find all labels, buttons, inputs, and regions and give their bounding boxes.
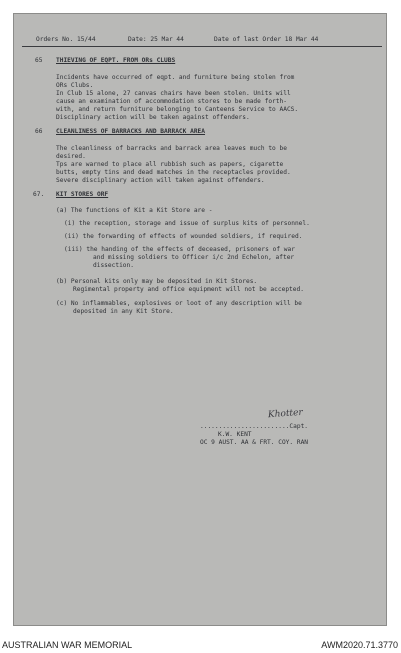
item-67-sub-c: (c) No inflammables, explosives or loot of any description will be bbox=[56, 300, 302, 307]
item-67-number: 67. bbox=[33, 191, 45, 198]
item-67-sub-a-iii-cont: and missing soldiers to Officer i/c 2nd Echelon, after bbox=[93, 254, 295, 261]
signature-line: ........................Capt. bbox=[200, 423, 309, 430]
item-66-number: 66 bbox=[35, 128, 43, 135]
item-67-sub-a-ii: (ii) the forwarding of effects of wounded soldiers, if required. bbox=[64, 233, 303, 240]
footer-institution: AUSTRALIAN WAR MEMORIAL bbox=[2, 640, 133, 650]
item-67-sub-c-cont: deposited in any Kit Store. bbox=[73, 308, 174, 315]
item-66-line: Tps are warned to place all rubbish such as papers, cigarette bbox=[56, 161, 284, 168]
item-65-line: cause an examination of accommodation stores to be made forth- bbox=[56, 98, 287, 105]
item-67-sub-b-cont: Regimental property and office equipment will not be accepted. bbox=[73, 286, 304, 293]
item-66-line: Severe disciplinary action will taken against offenders. bbox=[56, 177, 265, 184]
item-65-number: 65 bbox=[35, 57, 43, 64]
item-67-sub-a-i: (i) the reception, storage and issue of surplus kits of personnel. bbox=[64, 220, 310, 227]
item-66-line: butts, empty tins and dead matches in the receptacles provided. bbox=[56, 169, 291, 176]
item-65-line: Incidents have occurred of eqpt. and furniture being stolen from bbox=[56, 74, 295, 81]
item-65-line: ORs Clubs. bbox=[56, 82, 94, 89]
item-67-sub-a-iii-cont: dissection. bbox=[93, 262, 134, 269]
signatory-name: K.W. KENT bbox=[218, 431, 252, 438]
footer-accession-number: AWM2020.71.3770 bbox=[321, 640, 398, 650]
item-66-heading: CLEANLINESS OF BARRACKS AND BARRACK AREA bbox=[56, 128, 206, 135]
item-65-line: Disciplinary action will be taken against offenders. bbox=[56, 114, 250, 121]
order-number: Orders No. 15/44 bbox=[36, 36, 96, 43]
item-65-line: In Club 15 alone, 27 canvas chairs have been stolen. Units will bbox=[56, 90, 291, 97]
item-66-line: desired. bbox=[56, 153, 86, 160]
last-order-date: Date of last Order 18 Mar 44 bbox=[214, 36, 319, 43]
item-67-sub-a: (a) The functions of Kit a Kit Store are - bbox=[56, 207, 213, 214]
item-65-heading: THIEVING OF EQPT. FROM ORs CLUBS bbox=[56, 57, 176, 64]
item-65-line: with, and return furniture belonging to Canteens Service to AACS. bbox=[56, 106, 299, 113]
signatory-title: OC 9 AUST. AA & FRT. COY. RAN bbox=[200, 439, 309, 446]
handwritten-signature: Khotter bbox=[267, 407, 304, 421]
order-date: Date: 25 Mar 44 bbox=[128, 36, 184, 43]
item-67-sub-a-iii: (iii) the handing of the effects of deceased, prisoners of war bbox=[64, 246, 295, 253]
item-66-line: The cleanliness of barracks and barrack area leaves much to be bbox=[56, 145, 287, 152]
item-67-sub-b: (b) Personal kits only may be deposited in Kit Stores. bbox=[56, 278, 258, 285]
header-rule bbox=[22, 46, 382, 47]
item-67-heading: KIT STORES ORF bbox=[56, 191, 109, 198]
